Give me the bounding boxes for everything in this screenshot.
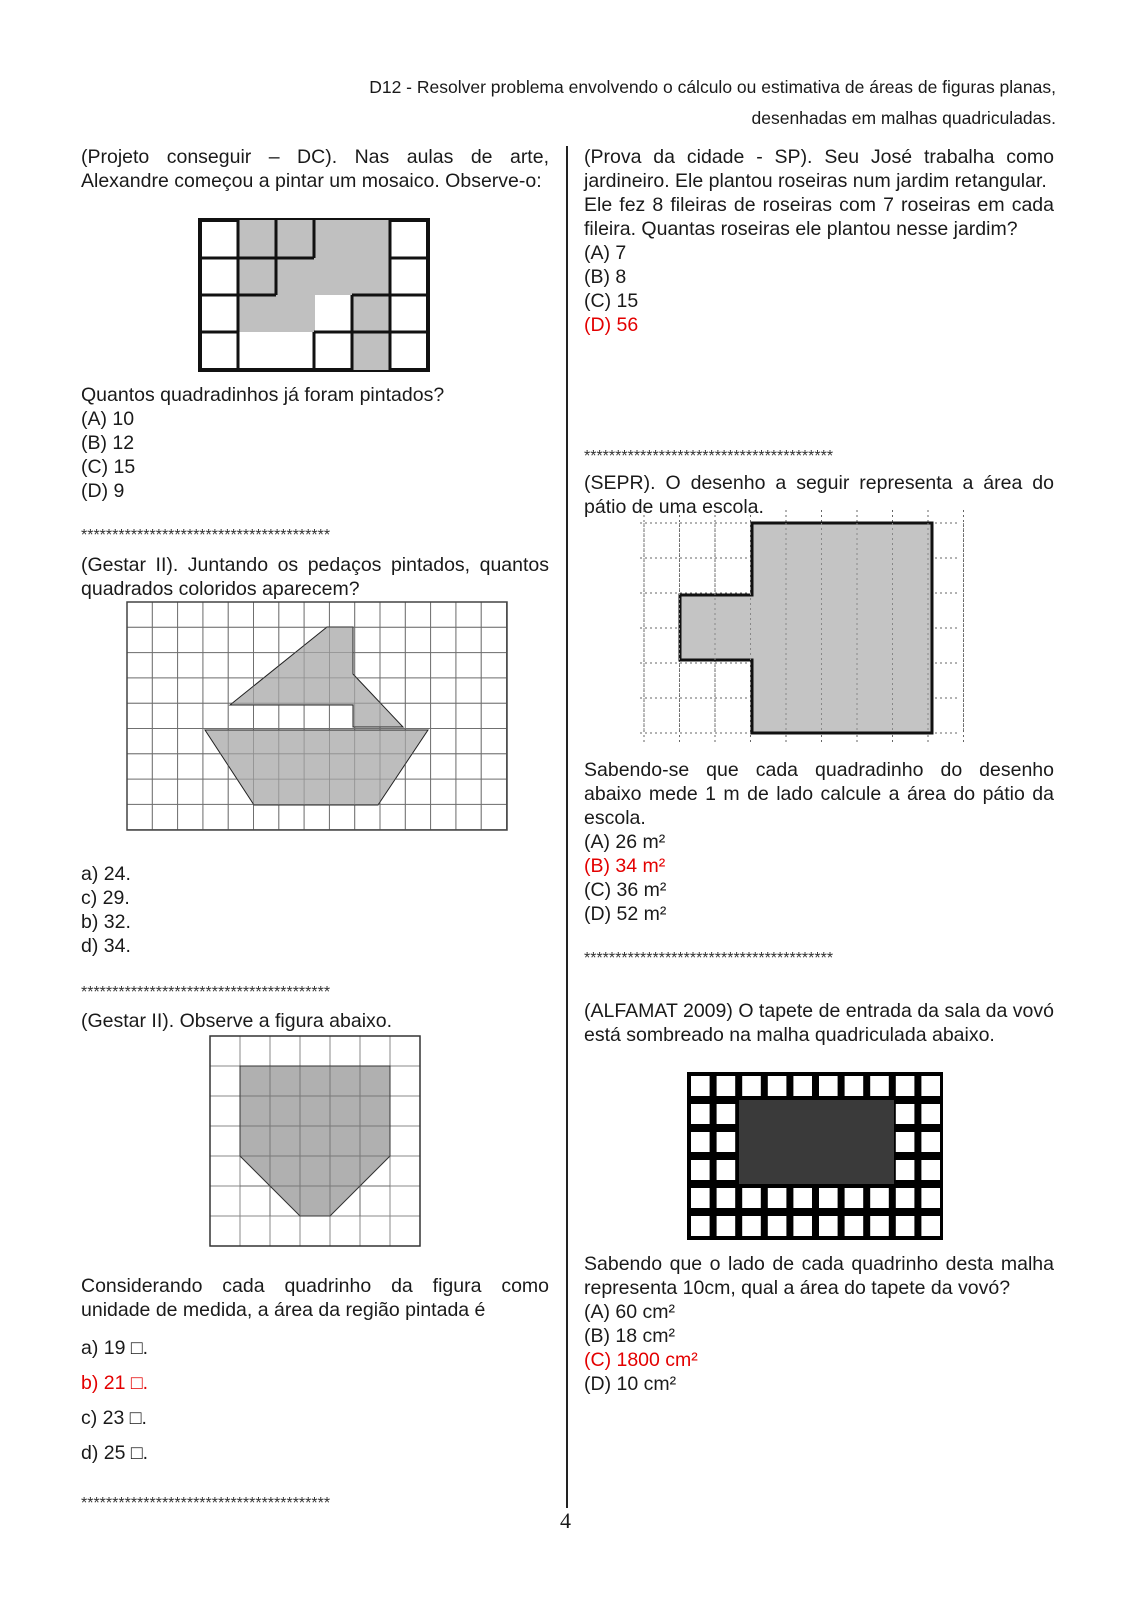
rug-grid-cell bbox=[921, 1160, 940, 1180]
q5-option-c: (C) 36 m² bbox=[584, 879, 667, 901]
rug-grid-cell bbox=[717, 1104, 736, 1124]
q6-rug-shape bbox=[739, 1100, 894, 1184]
q1-option-b: (B) 12 bbox=[81, 432, 135, 454]
q3-question: Considerando cada quadrinho da figura como unidade de medida, a área da região pintada é bbox=[81, 1275, 549, 1321]
q6-option-d: (D) 10 cm² bbox=[584, 1373, 677, 1395]
q3-shield-shape bbox=[240, 1066, 390, 1216]
q1-option-a: (A) 10 bbox=[81, 408, 135, 430]
rug-grid-cell bbox=[793, 1076, 812, 1096]
q6-option-a: (A) 60 cm² bbox=[584, 1301, 676, 1323]
q2-option-c: c) 29. bbox=[81, 887, 130, 909]
q4-option-c: (C) 15 bbox=[584, 290, 639, 312]
q2-option-b: b) 32. bbox=[81, 911, 131, 933]
rug-grid-cell bbox=[717, 1188, 736, 1208]
separator: **************************************** bbox=[584, 448, 834, 465]
q5-option-b-answer: (B) 34 m² bbox=[584, 855, 666, 877]
separator: **************************************** bbox=[81, 984, 331, 1001]
q1-statement: (Projeto conseguir – DC). Nas aulas de arte, Alexandre começou a pintar um mosaico. Observe-o: bbox=[81, 146, 549, 192]
q2-option-a: a) 24. bbox=[81, 863, 131, 885]
q3-option-a: a) 19 □. bbox=[81, 1337, 149, 1359]
rug-grid-cell bbox=[717, 1216, 736, 1236]
q3-option-d: d) 25 □. bbox=[81, 1442, 149, 1464]
rug-grid-cell bbox=[768, 1216, 787, 1236]
rug-grid-cell bbox=[896, 1188, 915, 1208]
separator: **************************************** bbox=[81, 1495, 331, 1512]
q5-option-d: (D) 52 m² bbox=[584, 903, 667, 925]
rug-grid-cell bbox=[768, 1076, 787, 1096]
q4-statement-2: Ele fez 8 fileiras de roseiras com 7 roseiras em cada fileira. Quantas roseiras ele plantou nesse jardim? bbox=[584, 194, 1054, 240]
q2-sailboat-grid bbox=[127, 602, 507, 830]
rug-grid-cell bbox=[896, 1076, 915, 1096]
rug-grid-cell bbox=[896, 1160, 915, 1180]
rug-grid-cell bbox=[742, 1076, 761, 1096]
rug-grid-cell bbox=[896, 1132, 915, 1152]
q6-option-c-answer: (C) 1800 cm² bbox=[584, 1349, 698, 1371]
q5-question: Sabendo-se que cada quadradinho do desenho abaixo mede 1 m de lado calcule a área do pátio da escola. bbox=[584, 759, 1054, 829]
rug-grid-cell bbox=[870, 1188, 889, 1208]
q2-statement: (Gestar II). Juntando os pedaços pintados, quantos quadrados coloridos aparecem? bbox=[81, 554, 549, 600]
rug-grid-cell bbox=[691, 1188, 710, 1208]
q2-hull-shape bbox=[205, 730, 428, 805]
q6-rug-grid bbox=[687, 1072, 943, 1240]
column-divider bbox=[566, 146, 568, 1508]
rug-grid-cell bbox=[870, 1076, 889, 1096]
rug-grid-cell bbox=[717, 1076, 736, 1096]
q3-option-b-answer: b) 21 □. bbox=[81, 1372, 149, 1394]
rug-grid-cell bbox=[845, 1216, 864, 1236]
q2-option-d: d) 34. bbox=[81, 935, 131, 957]
rug-grid-cell bbox=[845, 1076, 864, 1096]
rug-grid-cell bbox=[921, 1076, 940, 1096]
q5-patio-grid bbox=[650, 520, 980, 740]
rug-grid-cell bbox=[717, 1160, 736, 1180]
rug-grid-cell bbox=[921, 1104, 940, 1124]
separator: **************************************** bbox=[81, 527, 331, 544]
rug-grid-cell bbox=[819, 1188, 838, 1208]
rug-grid-cell bbox=[691, 1132, 710, 1152]
q5-patio-shape bbox=[680, 523, 932, 733]
rug-grid-cell bbox=[691, 1160, 710, 1180]
rug-grid-cell bbox=[742, 1188, 761, 1208]
q5-option-a: (A) 26 m² bbox=[584, 831, 666, 853]
separator: **************************************** bbox=[584, 950, 834, 967]
q2-sail-shape bbox=[230, 627, 403, 727]
q3-shield-grid bbox=[210, 1036, 420, 1246]
q4-statement-1: (Prova da cidade - SP). Seu José trabalha como jardineiro. Ele plantou roseiras num jardim retangular. bbox=[584, 146, 1054, 192]
rug-grid-cell bbox=[691, 1076, 710, 1096]
header-line-2: desenhadas em malhas quadriculadas. bbox=[751, 108, 1056, 128]
q4-option-b: (B) 8 bbox=[584, 266, 627, 288]
rug-grid-cell bbox=[742, 1216, 761, 1236]
rug-grid-cell bbox=[921, 1132, 940, 1152]
rug-grid-cell bbox=[845, 1188, 864, 1208]
rug-grid-cell bbox=[819, 1076, 838, 1096]
rug-grid-cell bbox=[896, 1216, 915, 1236]
q3-statement: (Gestar II). Observe a figura abaixo. bbox=[81, 1010, 393, 1032]
rug-grid-cell bbox=[921, 1216, 940, 1236]
rug-grid-cell bbox=[921, 1188, 940, 1208]
header-line-1: D12 - Resolver problema envolvendo o cálculo ou estimativa de áreas de figuras planas, bbox=[369, 77, 1056, 97]
q1-mosaic-figure bbox=[200, 220, 430, 372]
rug-grid-cell bbox=[691, 1216, 710, 1236]
page-number: 4 bbox=[560, 1508, 571, 1533]
q3-option-c: c) 23 □. bbox=[81, 1407, 147, 1429]
q1-option-d: (D) 9 bbox=[81, 480, 125, 502]
q1-question: Quantos quadradinhos já foram pintados? bbox=[81, 384, 445, 406]
q5-statement: (SEPR). O desenho a seguir representa a área do pátio de uma escola. bbox=[584, 472, 1054, 518]
rug-grid-cell bbox=[870, 1216, 889, 1236]
q6-question: Sabendo que o lado de cada quadrinho desta malha representa 10cm, qual a área do tapete da vovó? bbox=[584, 1253, 1054, 1299]
q4-option-d-answer: (D) 56 bbox=[584, 314, 639, 336]
rug-grid-cell bbox=[793, 1216, 812, 1236]
q6-option-b: (B) 18 cm² bbox=[584, 1325, 676, 1347]
rug-grid-cell bbox=[768, 1188, 787, 1208]
rug-grid-cell bbox=[691, 1104, 710, 1124]
rug-grid-cell bbox=[896, 1104, 915, 1124]
rug-grid-cell bbox=[819, 1216, 838, 1236]
q1-option-c: (C) 15 bbox=[81, 456, 136, 478]
rug-grid-cell bbox=[717, 1132, 736, 1152]
rug-grid-cell bbox=[793, 1188, 812, 1208]
q6-statement: (ALFAMAT 2009) O tapete de entrada da sala da vovó está sombreado na malha quadriculada abaixo. bbox=[584, 1000, 1054, 1046]
q4-option-a: (A) 7 bbox=[584, 242, 627, 264]
